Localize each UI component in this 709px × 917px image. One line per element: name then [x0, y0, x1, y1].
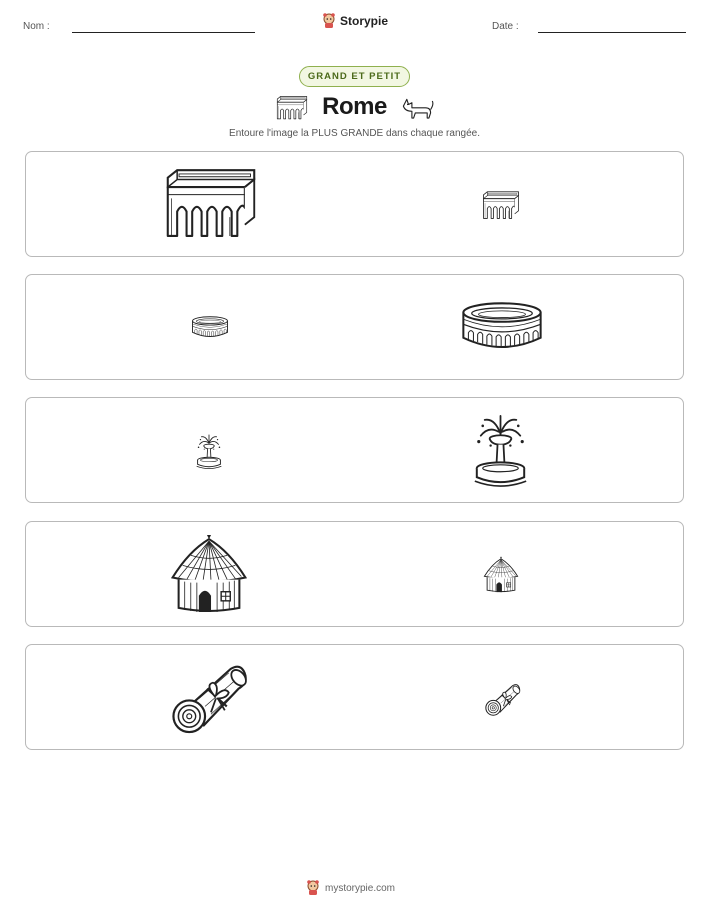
scroll-icon[interactable]: [169, 659, 249, 738]
page-title: Rome: [322, 93, 387, 120]
row-1: [25, 151, 684, 257]
colosseum-icon[interactable]: [191, 315, 229, 339]
footer: [306, 880, 395, 896]
storypie-mascot-icon: [306, 880, 320, 896]
row-4: [25, 521, 684, 627]
row-5: [25, 644, 684, 750]
date-line[interactable]: [538, 32, 686, 33]
storypie-mascot-icon: [322, 13, 336, 29]
name-line[interactable]: [72, 32, 255, 33]
colosseum-icon[interactable]: [460, 299, 544, 353]
footer-url[interactable]: mystorypie.com: [325, 882, 396, 894]
hut-icon[interactable]: [482, 556, 520, 593]
aqueduct-icon[interactable]: [482, 190, 520, 221]
hut-icon[interactable]: [167, 533, 251, 614]
brand-name: Storypie: [340, 14, 389, 28]
worksheet-badge: GRAND ET PETIT: [299, 66, 410, 87]
aqueduct-icon[interactable]: [164, 166, 258, 242]
row-2: [25, 274, 684, 380]
instructions: Entoure l'image la PLUS GRANDE dans chaque rangée.: [229, 128, 480, 139]
fountain-icon[interactable]: [469, 412, 532, 491]
scroll-icon[interactable]: [484, 681, 521, 718]
fountain-icon[interactable]: [194, 433, 224, 471]
row-3: [25, 397, 684, 503]
wolf-icon: [400, 93, 434, 121]
name-label: Nom :: [23, 21, 50, 32]
date-label: Date :: [492, 21, 519, 32]
brand-logo: [322, 13, 388, 29]
